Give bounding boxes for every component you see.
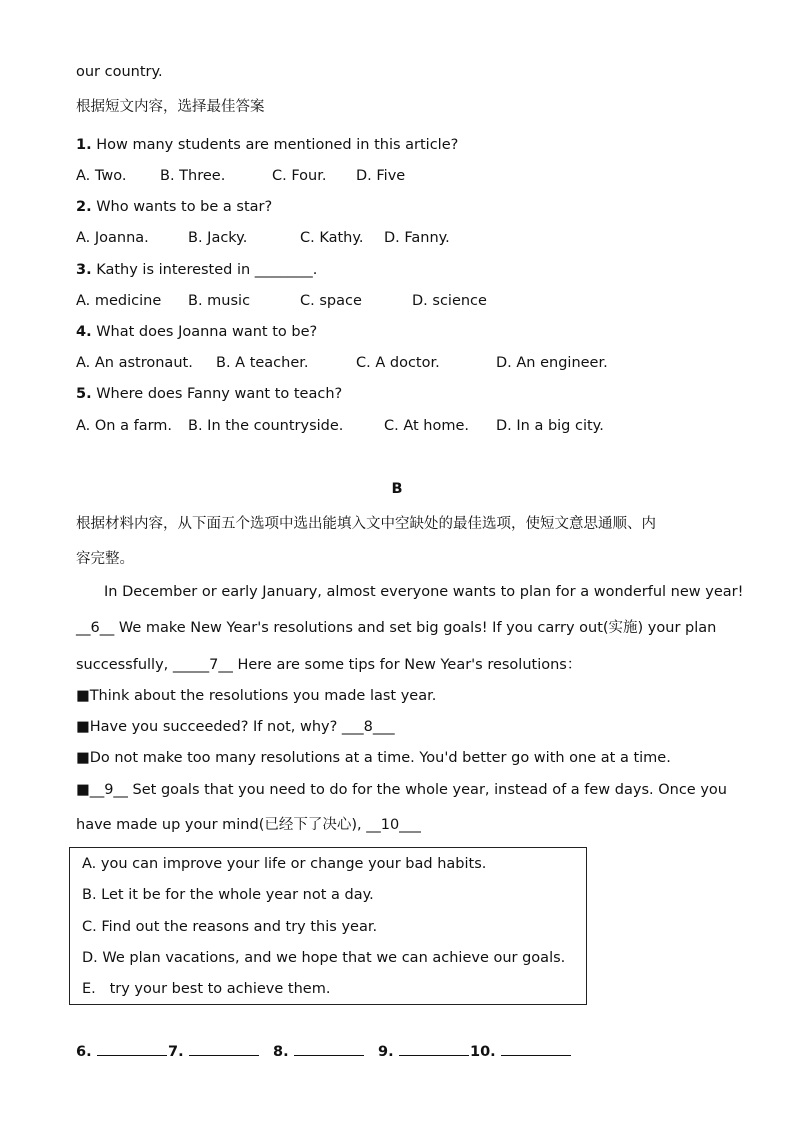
- question-1-option-b: B. Three.: [160, 168, 226, 184]
- question-5: [76, 384, 342, 404]
- tip-text: ■Have you succeeded? If not, why?: [76, 719, 342, 735]
- answer-label: 7.: [168, 1044, 184, 1060]
- question-5-option-d: D. In a big city.: [496, 418, 604, 434]
- question-4: [76, 322, 317, 342]
- box-option-e: E. try your best to achieve them.: [82, 981, 331, 997]
- blank-7[interactable]: _____7__: [172, 657, 233, 673]
- blank-8[interactable]: ___8___: [341, 719, 395, 735]
- answer-7: [168, 1041, 259, 1062]
- answer-10: [470, 1041, 571, 1062]
- question-5-option-a: A. On a farm.: [76, 418, 173, 434]
- question-1-option-d: D. Five: [356, 168, 406, 184]
- part-b-instruction: 根据材料内容，从下面五个选项中选出能填入文中空缺处的最佳选项，使短文意思通顺、内: [76, 516, 656, 532]
- answer-blank-7[interactable]: [189, 1041, 259, 1056]
- passage-line-2: [76, 618, 716, 638]
- answer-blank-9[interactable]: [399, 1041, 469, 1056]
- tip-3: ■Do not make too many resolutions at a time. You'd better go with one at a time.: [76, 750, 671, 766]
- question-number: 3.: [76, 262, 92, 278]
- question-number: 5.: [76, 386, 92, 402]
- blank-10[interactable]: __10___: [366, 817, 421, 833]
- question-number: 1.: [76, 137, 92, 153]
- question-5-option-c: C. At home.: [384, 418, 470, 434]
- tip-text: have made up your mind(已经下了决心),: [76, 817, 367, 833]
- question-number: 4.: [76, 324, 92, 340]
- bullet: ■: [76, 782, 90, 798]
- answer-blank-8[interactable]: [294, 1041, 364, 1056]
- question-4-option-d: D. An engineer.: [496, 355, 608, 371]
- question-4-option-c: C. A doctor.: [356, 355, 440, 371]
- box-option-b: B. Let it be for the whole year not a day.: [82, 887, 374, 903]
- box-option-c: C. Find out the reasons and try this year.: [82, 919, 378, 935]
- question-text: How many students are mentioned in this article?: [96, 137, 459, 153]
- question-2-option-a: A. Joanna.: [76, 230, 149, 246]
- tip-text: Set goals that you need to do for the whole year, instead of a few days. Once you: [127, 782, 727, 798]
- question-1-option-a: A. Two.: [76, 168, 127, 184]
- question-3: [76, 260, 317, 280]
- question-2-option-b: B. Jacky.: [188, 230, 248, 246]
- top-fragment: our country.: [76, 64, 163, 80]
- tip-2: [76, 717, 395, 737]
- options-box: [69, 847, 587, 1005]
- passage-text: We make New Year's resolutions and set big goals! If you carry out(实施) your plan: [114, 620, 717, 636]
- answer-8: [273, 1041, 364, 1062]
- tip-4-cont: [76, 815, 421, 835]
- question-3-option-d: D. science: [412, 293, 487, 309]
- passage-text: successfully,: [76, 657, 173, 673]
- question-3-option-c: C. space: [300, 293, 362, 309]
- box-option-a: A. you can improve your life or change your bad habits.: [82, 856, 487, 872]
- box-option-d: D. We plan vacations, and we hope that we can achieve our goals.: [82, 950, 566, 966]
- passage-text: Here are some tips for New Year's resolutions：: [232, 657, 582, 673]
- passage-line-3: [76, 655, 581, 675]
- answer-blank-10[interactable]: [501, 1041, 571, 1056]
- blank-6[interactable]: __6__: [76, 620, 115, 636]
- section-b-title: B: [391, 481, 403, 497]
- question-2-option-c: C. Kathy.: [300, 230, 364, 246]
- answer-label: 10.: [470, 1044, 496, 1060]
- answer-label: 9.: [378, 1044, 394, 1060]
- passage-line-1: In December or early January, almost everyone wants to plan for a wonderful new year!: [104, 584, 744, 600]
- question-5-option-b: B. In the countryside.: [188, 418, 344, 434]
- part-a-instruction: 根据短文内容，选择最佳答案: [76, 99, 265, 115]
- question-text: What does Joanna want to be?: [96, 324, 318, 340]
- question-1-option-c: C. Four.: [272, 168, 327, 184]
- part-b-instruction-cont: 容完整。: [76, 551, 134, 567]
- question-2-option-d: D. Fanny.: [384, 230, 450, 246]
- question-text: Where does Fanny want to teach?: [96, 386, 343, 402]
- answer-label: 6.: [76, 1044, 92, 1060]
- question-3-option-a: A. medicine: [76, 293, 162, 309]
- question-2: [76, 197, 272, 217]
- question-4-option-b: B. A teacher.: [216, 355, 309, 371]
- answer-blank-6[interactable]: [97, 1041, 167, 1056]
- question-3-option-b: B. music: [188, 293, 251, 309]
- answer-label: 8.: [273, 1044, 289, 1060]
- question-1: [76, 135, 458, 155]
- answer-6: [76, 1041, 167, 1062]
- question-text: Who wants to be a star?: [96, 199, 273, 215]
- tip-1: ■Think about the resolutions you made last year.: [76, 688, 437, 704]
- question-4-option-a: A. An astronaut.: [76, 355, 193, 371]
- blank-9[interactable]: __9__: [89, 782, 128, 798]
- question-number: 2.: [76, 199, 92, 215]
- tip-4: [76, 780, 727, 800]
- question-text: Kathy is interested in ________.: [96, 262, 318, 278]
- answer-9: [378, 1041, 469, 1062]
